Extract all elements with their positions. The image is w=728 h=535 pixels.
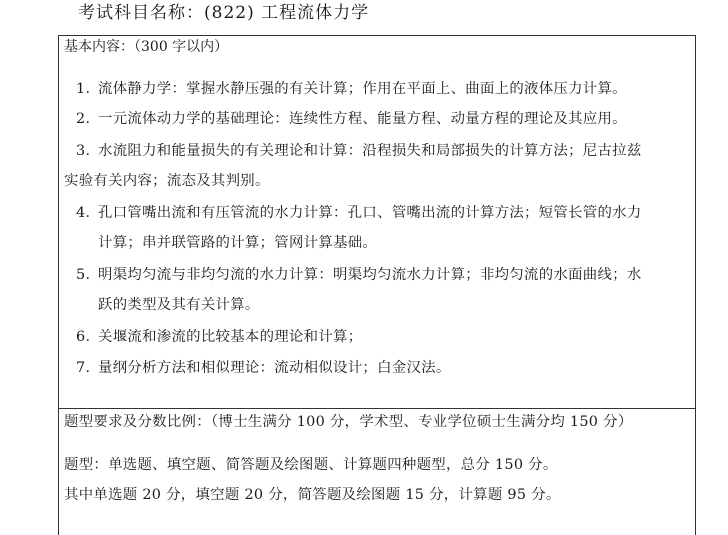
content-item-3 <box>76 136 692 166</box>
content-item-3-continuation: 实验有关内容；流态及其判别。 <box>64 173 270 189</box>
item-text: 一元流体动力学的基础理论：连续性方程、能量方程、动量方程的理论及其应用。 <box>98 111 627 127</box>
content-item-1 <box>76 74 692 104</box>
content-item-7 <box>76 353 692 383</box>
item-text: 明渠均匀流与非均匀流的水力计算：明渠均匀流水力计算；非均匀流的水面曲线；水 <box>98 267 642 283</box>
item-number: 5． <box>76 267 101 283</box>
content-item-5 <box>76 260 692 290</box>
score-distribution-line: 其中单选题 20 分，填空题 20 分，简答题及绘图题 15 分，计算题 95 分。 <box>64 487 561 503</box>
content-item-6 <box>76 322 692 352</box>
item-number: 4． <box>76 205 101 221</box>
item-number: 2． <box>76 111 101 127</box>
question-types-line: 题型：单选题、填空题、简答题及绘图题、计算题四种题型，总分 150 分。 <box>64 457 558 473</box>
item-text: 流体静力学：掌握水静压强的有关计算；作用在平面上、曲面上的液体压力计算。 <box>98 81 627 97</box>
item-text: 孔口管嘴出流和有压管流的水力计算：孔口、管嘴出流的计算方法；短管长管的水力 <box>98 205 642 221</box>
item-number: 3． <box>76 143 101 159</box>
item-number: 7． <box>76 360 101 376</box>
content-item-5-continuation: 跃的类型及其有关计算。 <box>98 297 260 313</box>
basic-content-label: 基本内容：（300 字以内） <box>64 39 229 55</box>
question-types-label: 题型要求及分数比例：（博士生满分 100 分，学术型、专业学位硕士生满分均 150 分） <box>64 414 633 430</box>
exam-subject-title: 考试科目名称：(822) 工程流体力学 <box>78 3 370 23</box>
content-item-4 <box>76 198 692 228</box>
table-divider <box>58 408 696 409</box>
item-text: 量纲分析方法和相似理论：流动相似设计；白金汉法。 <box>98 360 451 376</box>
item-number: 6． <box>76 329 101 345</box>
content-item-2 <box>76 104 692 134</box>
item-number: 1． <box>76 81 101 97</box>
item-text: 关堰流和渗流的比较基本的理论和计算； <box>98 329 363 345</box>
content-item-4-continuation: 计算；串并联管路的计算；管网计算基础。 <box>98 235 378 251</box>
item-text: 水流阻力和能量损失的有关理论和计算：沿程损失和局部损失的计算方法；尼古拉兹 <box>98 143 642 159</box>
